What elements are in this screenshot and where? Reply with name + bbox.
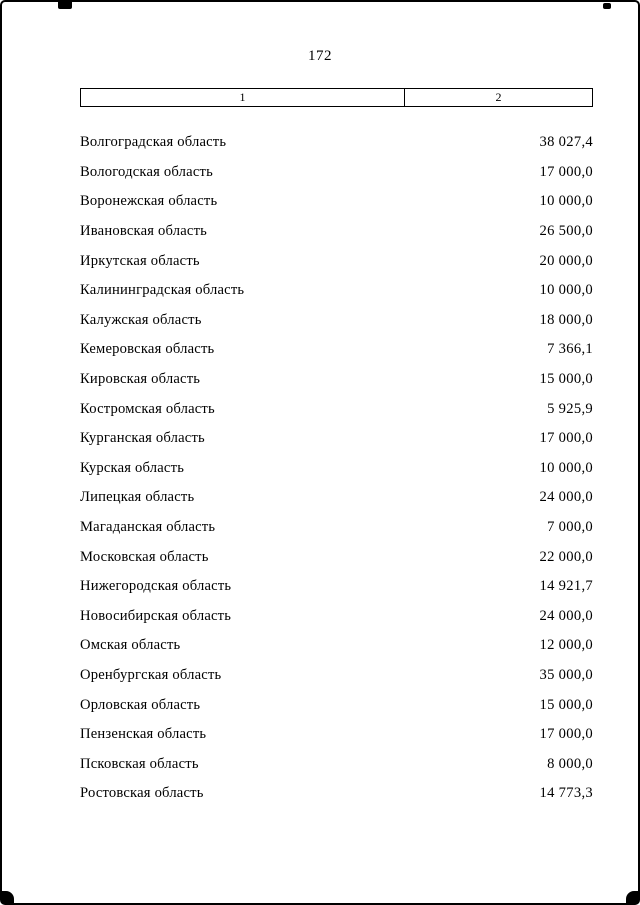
table-row [80, 365, 593, 395]
region-value: 38 027,4 [539, 134, 593, 151]
table-row [80, 394, 593, 424]
region-value: 17 000,0 [539, 163, 593, 180]
table-row [80, 542, 593, 572]
scan-artifact [2, 891, 14, 903]
region-value: 5 925,9 [547, 400, 593, 417]
table-header-col2: 2 [404, 89, 592, 106]
region-name: Волгоградская область [80, 134, 227, 151]
region-value: 24 000,0 [539, 489, 593, 506]
region-name: Псковская область [80, 755, 199, 772]
region-value: 15 000,0 [539, 696, 593, 713]
region-name: Пензенская область [80, 726, 207, 743]
region-name: Новосибирская область [80, 607, 232, 624]
table-body [80, 128, 593, 809]
table-row [80, 602, 593, 632]
region-name: Калининградская область [80, 282, 245, 299]
region-value: 14 921,7 [539, 578, 593, 595]
region-name: Ивановская область [80, 223, 208, 240]
region-value: 24 000,0 [539, 607, 593, 624]
region-value: 17 000,0 [539, 726, 593, 743]
region-value: 18 000,0 [539, 311, 593, 328]
table-row [80, 128, 593, 158]
region-value: 7 366,1 [547, 341, 593, 358]
region-value: 10 000,0 [539, 282, 593, 299]
table-row [80, 246, 593, 276]
table-row [80, 483, 593, 513]
region-name: Курганская область [80, 430, 205, 447]
region-name: Ростовская область [80, 785, 204, 802]
region-name: Магаданская область [80, 519, 216, 536]
table-row [80, 306, 593, 336]
region-name: Калужская область [80, 311, 202, 328]
scan-artifact [58, 0, 72, 9]
table-row [80, 661, 593, 691]
table-row [80, 276, 593, 306]
region-name: Нижегородская область [80, 578, 232, 595]
scan-artifact [603, 3, 611, 9]
region-name: Оренбургская область [80, 666, 222, 683]
region-name: Курская область [80, 459, 185, 476]
region-value: 22 000,0 [539, 548, 593, 565]
table-row [80, 335, 593, 365]
region-name: Кировская область [80, 371, 201, 388]
table-header-row [80, 88, 593, 107]
table-header-col1: 1 [239, 90, 246, 104]
region-name: Омская область [80, 637, 181, 654]
table-row [80, 187, 593, 217]
table-row [80, 513, 593, 543]
region-name: Орловская область [80, 696, 201, 713]
region-value: 10 000,0 [539, 459, 593, 476]
scan-artifact [626, 891, 638, 903]
region-value: 8 000,0 [547, 755, 593, 772]
table-row [80, 779, 593, 809]
table-row [80, 424, 593, 454]
table-row [80, 720, 593, 750]
region-value: 20 000,0 [539, 252, 593, 269]
region-name: Иркутская область [80, 252, 200, 269]
table-row [80, 631, 593, 661]
table-row [80, 572, 593, 602]
region-name: Воронежская область [80, 193, 218, 210]
region-value: 7 000,0 [547, 519, 593, 536]
table-row [80, 749, 593, 779]
region-name: Московская область [80, 548, 209, 565]
table-row [80, 454, 593, 484]
table-row [80, 217, 593, 247]
table-row [80, 690, 593, 720]
region-value: 17 000,0 [539, 430, 593, 447]
region-name: Вологодская область [80, 163, 213, 180]
region-value: 35 000,0 [539, 666, 593, 683]
region-value: 10 000,0 [539, 193, 593, 210]
region-name: Костромская область [80, 400, 215, 417]
region-name: Кемеровская область [80, 341, 215, 358]
region-name: Липецкая область [80, 489, 195, 506]
page-number: 172 [308, 48, 332, 64]
region-value: 12 000,0 [539, 637, 593, 654]
region-value: 15 000,0 [539, 371, 593, 388]
table-row [80, 158, 593, 188]
region-value: 14 773,3 [539, 785, 593, 802]
region-value: 26 500,0 [539, 223, 593, 240]
